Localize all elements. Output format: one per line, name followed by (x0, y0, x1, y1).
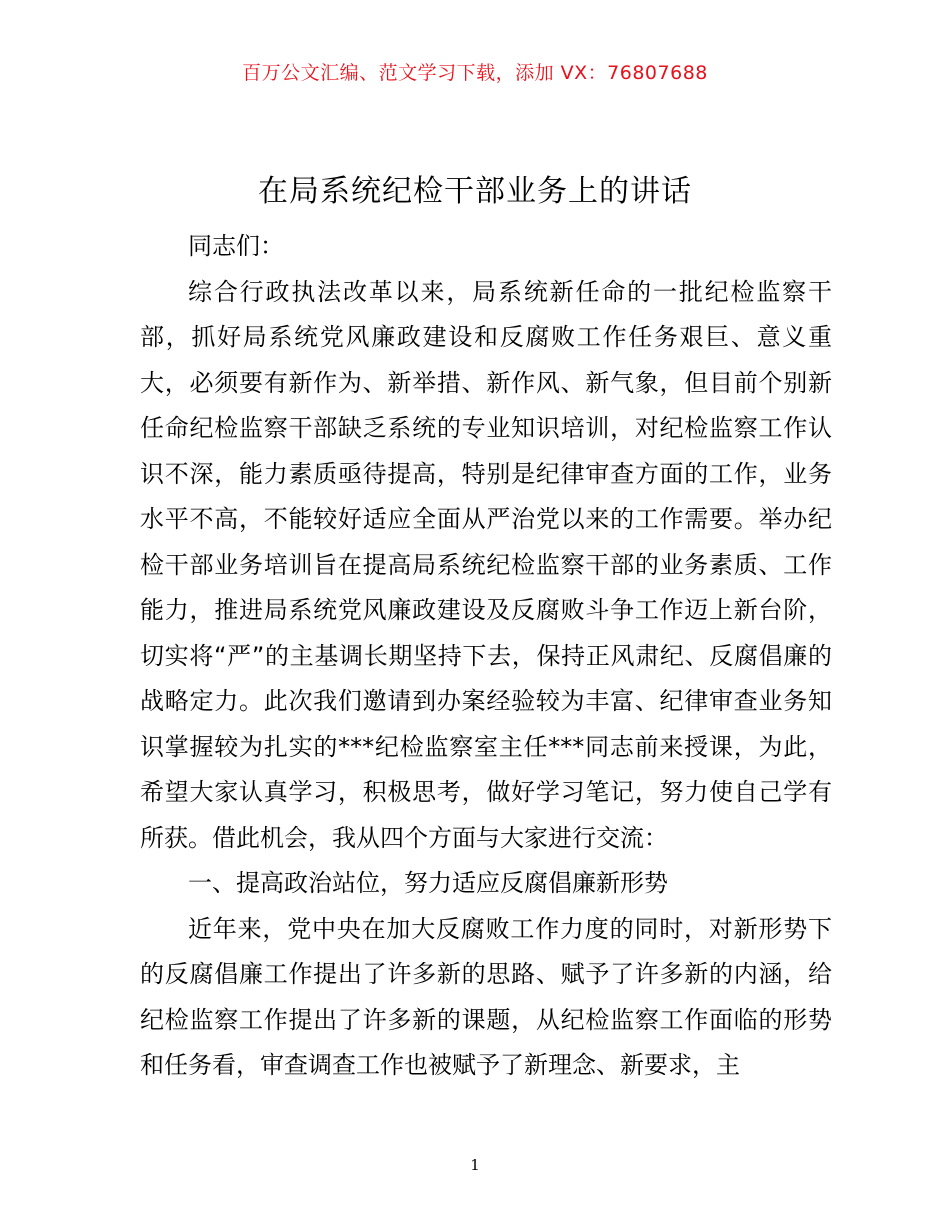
document-body (140, 224, 832, 1089)
header-banner: 百万公文汇编、范文学习下载，添加 VX：76807688 (242, 62, 708, 84)
paragraph: 综合行政执法改革以来，局系统新任命的一批纪检监察干部，抓好局系统党风廉政建设和反腐败工作任务艰巨、意义重大，必须要有新作为、新举措、新作风、新气象，但目前个别新任命纪检监察干部缺乏系统的专业知识培训，对纪检监察工作认识不深，能力素质亟待提高，特别是纪律审查方面的工作，业务水平不高，不能较好适应全面从严治党以来的工作需要。举办纪检干部业务培训旨在提高局系统纪检监察干部的业务素质、工作能力，推进局系统党风廉政建设及反腐败斗争工作迈上新台阶，切实将“严”的主基调长期坚持下去，保持正风肃纪、反腐倡廉的战略定力。此次我们邀请到办案经验较为丰富、纪律审查业务知识掌握较为扎实的***纪检监察室主任***同志前来授课，为此，希望大家认真学习，积极思考，做好学习笔记，努力使自己学有所获。借此机会，我从四个方面与大家进行交流： (140, 277, 832, 852)
document-title: 在局系统纪检干部业务上的讲话 (258, 174, 692, 209)
paragraph: 近年来，党中央在加大反腐败工作力度的同时，对新形势下的反腐倡廉工作提出了许多新的思路、赋予了许多新的内涵，给纪检监察工作提出了许多新的课题，从纪检监察工作面临的形势和任务看，审查调查工作也被赋予了新理念、新要求，主 (140, 914, 832, 1079)
section-heading: 一、提高政治站位，努力适应反腐倡廉新形势 (188, 869, 668, 897)
page-number: 1 (470, 1156, 480, 1174)
salutation: 同志们： (188, 232, 284, 260)
